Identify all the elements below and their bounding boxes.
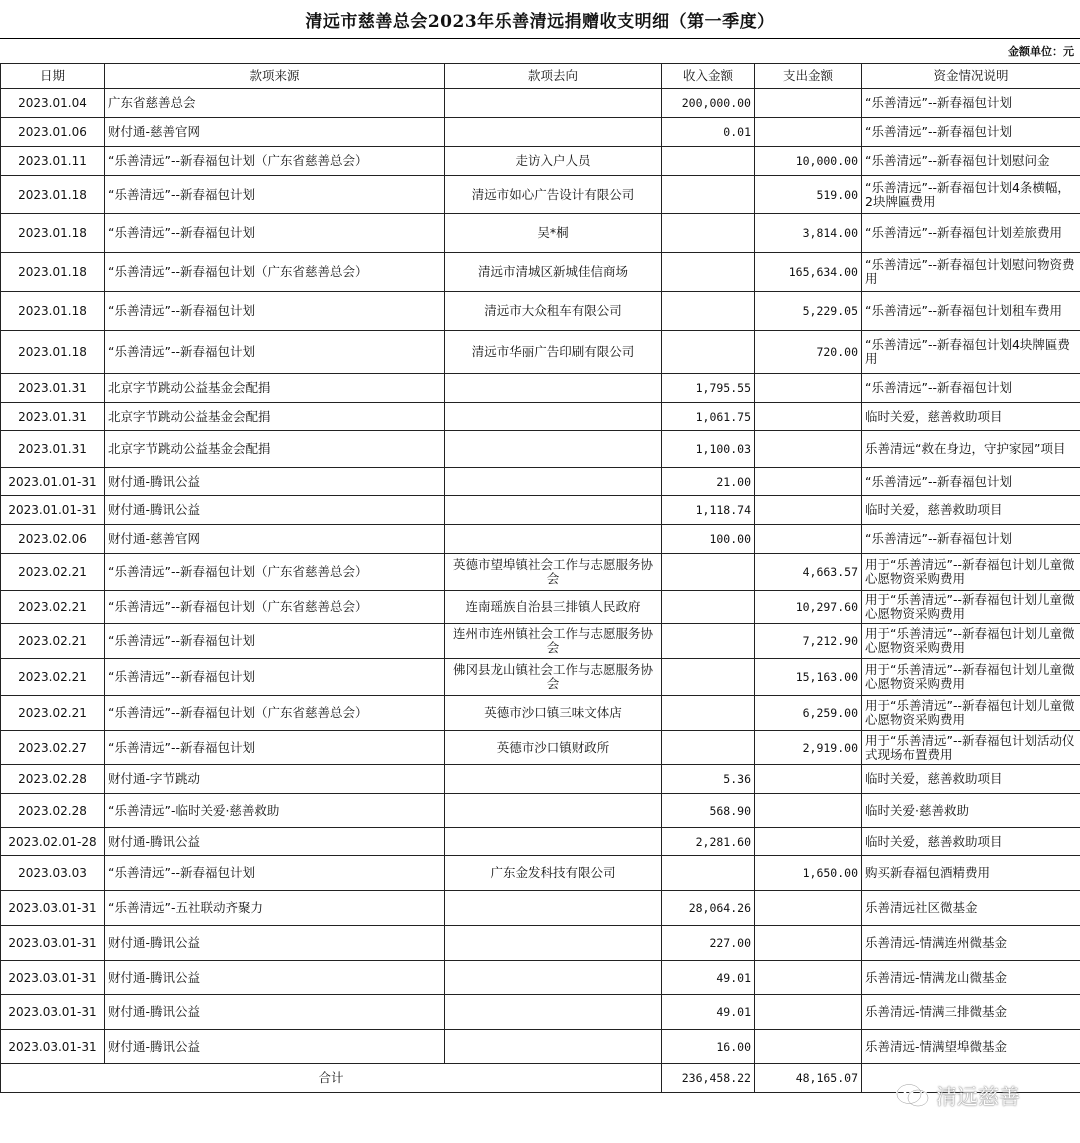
cell-note: “乐善清远”--新春福包计划慰问物资费用	[862, 253, 1080, 292]
cell-note: 乐善清远-情满望埠微基金	[862, 1030, 1080, 1064]
cell-source: “乐善清远”--新春福包计划（广东省慈善总会）	[105, 554, 445, 591]
cell-note: “乐善清远”--新春福包计划4块牌匾费用	[862, 331, 1080, 374]
cell-date: 2023.02.28	[1, 765, 105, 794]
cell-source: “乐善清远”--新春福包计划（广东省慈善总会）	[105, 253, 445, 292]
cell-expense	[755, 995, 862, 1030]
cell-expense: 3,814.00	[755, 214, 862, 253]
table-row	[1, 696, 1080, 731]
cell-source: “乐善清远”--新春福包计划	[105, 331, 445, 374]
cell-destination	[445, 891, 662, 926]
cell-destination: 清远市华丽广告印刷有限公司	[445, 331, 662, 374]
cell-date: 2023.01.31	[1, 374, 105, 403]
table-row	[1, 1030, 1080, 1064]
table-row	[1, 554, 1080, 591]
cell-expense: 15,163.00	[755, 659, 862, 696]
cell-date: 2023.03.01-31	[1, 995, 105, 1030]
unit-label: 金额单位：元	[1008, 45, 1074, 58]
cell-expense: 5,229.05	[755, 292, 862, 331]
cell-expense: 2,919.00	[755, 731, 862, 765]
cell-income	[662, 214, 755, 253]
cell-note: 乐善清远“救在身边，守护家园”项目	[862, 431, 1080, 468]
cell-destination	[445, 118, 662, 147]
cell-note: “乐善清远”--新春福包计划	[862, 525, 1080, 554]
col-header-expense: 支出金额	[755, 64, 862, 89]
cell-note: 乐善清远-情满龙山微基金	[862, 961, 1080, 995]
cell-date: 2023.02.01-28	[1, 828, 105, 856]
table-row	[1, 403, 1080, 431]
cell-note: “乐善清远”--新春福包计划租车费用	[862, 292, 1080, 331]
table-row	[1, 856, 1080, 891]
cell-income: 49.01	[662, 995, 755, 1030]
cell-note: 用于“乐善清远”--新春福包计划儿童微心愿物资采购费用	[862, 659, 1080, 696]
cell-note: 用于“乐善清远”--新春福包计划活动仪式现场布置费用	[862, 731, 1080, 765]
cell-source: 财付通-腾讯公益	[105, 828, 445, 856]
cell-income: 1,061.75	[662, 403, 755, 431]
cell-source: 北京字节跳动公益基金会配捐	[105, 403, 445, 431]
cell-income: 16.00	[662, 1030, 755, 1064]
cell-note: 临时关爱，慈善救助项目	[862, 765, 1080, 794]
cell-income	[662, 856, 755, 891]
cell-income: 227.00	[662, 926, 755, 961]
cell-date: 2023.01.18	[1, 214, 105, 253]
table-row	[1, 496, 1080, 525]
ledger-table	[0, 63, 1080, 1093]
cell-source: “乐善清远”--新春福包计划	[105, 214, 445, 253]
cell-destination: 英德市沙口镇三味文体店	[445, 696, 662, 731]
cell-source: “乐善清远”--新春福包计划	[105, 292, 445, 331]
cell-date: 2023.03.01-31	[1, 926, 105, 961]
cell-date: 2023.01.18	[1, 253, 105, 292]
cell-source: 财付通-腾讯公益	[105, 496, 445, 525]
cell-date: 2023.02.27	[1, 731, 105, 765]
table-row	[1, 926, 1080, 961]
cell-date: 2023.01.04	[1, 89, 105, 118]
cell-date: 2023.03.03	[1, 856, 105, 891]
cell-note: “乐善清远”--新春福包计划4条横幅，2块牌匾费用	[862, 176, 1080, 214]
cell-note: “乐善清远”--新春福包计划	[862, 374, 1080, 403]
table-row	[1, 731, 1080, 765]
cell-expense: 7,212.90	[755, 624, 862, 659]
cell-source: “乐善清远”--新春福包计划	[105, 659, 445, 696]
table-row	[1, 292, 1080, 331]
cell-expense	[755, 961, 862, 995]
cell-income	[662, 253, 755, 292]
cell-destination	[445, 765, 662, 794]
cell-note: 临时关爱，慈善救助项目	[862, 496, 1080, 525]
cell-source: 财付通-腾讯公益	[105, 926, 445, 961]
cell-income	[662, 659, 755, 696]
cell-destination	[445, 926, 662, 961]
cell-date: 2023.01.01-31	[1, 496, 105, 525]
table-row	[1, 591, 1080, 624]
cell-expense	[755, 794, 862, 828]
cell-source: “乐善清远”--新春福包计划（广东省慈善总会）	[105, 147, 445, 176]
table-row	[1, 961, 1080, 995]
cell-expense: 10,297.60	[755, 591, 862, 624]
cell-income	[662, 554, 755, 591]
cell-destination	[445, 374, 662, 403]
cell-income	[662, 696, 755, 731]
cell-expense	[755, 891, 862, 926]
cell-source: “乐善清远”--新春福包计划（广东省慈善总会）	[105, 591, 445, 624]
cell-note: 用于“乐善清远”--新春福包计划儿童微心愿物资采购费用	[862, 591, 1080, 624]
cell-date: 2023.01.18	[1, 331, 105, 374]
cell-destination: 吴*桐	[445, 214, 662, 253]
table-row	[1, 891, 1080, 926]
table-row	[1, 214, 1080, 253]
cell-date: 2023.02.21	[1, 624, 105, 659]
col-header-note: 资金情况说明	[862, 64, 1080, 89]
cell-source: “乐善清远”--新春福包计划	[105, 176, 445, 214]
cell-source: 财付通-字节跳动	[105, 765, 445, 794]
table-row	[1, 828, 1080, 856]
cell-destination: 走访入户人员	[445, 147, 662, 176]
cell-note: 临时关爱，慈善救助项目	[862, 403, 1080, 431]
cell-destination: 英德市沙口镇财政所	[445, 731, 662, 765]
cell-date: 2023.02.21	[1, 591, 105, 624]
cell-note: 临时关爱，慈善救助项目	[862, 828, 1080, 856]
cell-source: 财付通-腾讯公益	[105, 961, 445, 995]
cell-expense	[755, 926, 862, 961]
table-row	[1, 468, 1080, 496]
cell-source: 财付通-腾讯公益	[105, 995, 445, 1030]
cell-note: 用于“乐善清远”--新春福包计划儿童微心愿物资采购费用	[862, 624, 1080, 659]
cell-income	[662, 292, 755, 331]
table-body	[1, 89, 1080, 1064]
cell-date: 2023.01.31	[1, 403, 105, 431]
col-header-income: 收入金额	[662, 64, 755, 89]
cell-note: “乐善清远”--新春福包计划差旅费用	[862, 214, 1080, 253]
table-row	[1, 176, 1080, 214]
cell-source: 财付通-慈善官网	[105, 525, 445, 554]
cell-source: 财付通-慈善官网	[105, 118, 445, 147]
cell-source: “乐善清远”--新春福包计划	[105, 624, 445, 659]
cell-date: 2023.02.21	[1, 659, 105, 696]
total-label: 合计	[1, 1064, 662, 1093]
cell-source: 北京字节跳动公益基金会配捐	[105, 431, 445, 468]
cell-expense	[755, 89, 862, 118]
cell-destination	[445, 828, 662, 856]
cell-note: 购买新春福包酒精费用	[862, 856, 1080, 891]
cell-expense: 519.00	[755, 176, 862, 214]
col-header-source: 款项来源	[105, 64, 445, 89]
cell-income	[662, 331, 755, 374]
cell-note: 临时关爱·慈善救助	[862, 794, 1080, 828]
cell-destination: 佛冈县龙山镇社会工作与志愿服务协会	[445, 659, 662, 696]
cell-date: 2023.01.11	[1, 147, 105, 176]
cell-expense	[755, 431, 862, 468]
cell-expense	[755, 374, 862, 403]
cell-income	[662, 176, 755, 214]
cell-date: 2023.02.21	[1, 554, 105, 591]
cell-destination	[445, 1030, 662, 1064]
cell-destination	[445, 794, 662, 828]
cell-date: 2023.01.01-31	[1, 468, 105, 496]
table-row	[1, 89, 1080, 118]
cell-date: 2023.01.18	[1, 292, 105, 331]
cell-destination: 清远市清城区新城佳信商场	[445, 253, 662, 292]
cell-date: 2023.01.18	[1, 176, 105, 214]
cell-destination	[445, 468, 662, 496]
cell-expense	[755, 765, 862, 794]
table-row	[1, 624, 1080, 659]
cell-source: “乐善清远”-临时关爱·慈善救助	[105, 794, 445, 828]
table-row	[1, 431, 1080, 468]
cell-source: 财付通-腾讯公益	[105, 468, 445, 496]
cell-destination: 英德市望埠镇社会工作与志愿服务协会	[445, 554, 662, 591]
cell-income: 0.01	[662, 118, 755, 147]
cell-destination	[445, 496, 662, 525]
table-row	[1, 995, 1080, 1030]
cell-income: 28,064.26	[662, 891, 755, 926]
cell-expense: 165,634.00	[755, 253, 862, 292]
cell-income: 49.01	[662, 961, 755, 995]
cell-date: 2023.01.06	[1, 118, 105, 147]
cell-note: 用于“乐善清远”--新春福包计划儿童微心愿物资采购费用	[862, 554, 1080, 591]
cell-income	[662, 731, 755, 765]
watermark-text: 清远慈善	[936, 1085, 1020, 1109]
cell-expense: 1,650.00	[755, 856, 862, 891]
cell-income: 2,281.60	[662, 828, 755, 856]
cell-source: “乐善清远”--新春福包计划（广东省慈善总会）	[105, 696, 445, 731]
table-row	[1, 794, 1080, 828]
cell-note: 乐善清远-情满连州微基金	[862, 926, 1080, 961]
cell-income: 1,100.03	[662, 431, 755, 468]
cell-destination	[445, 89, 662, 118]
table-row	[1, 374, 1080, 403]
cell-expense: 720.00	[755, 331, 862, 374]
cell-source: 北京字节跳动公益基金会配捐	[105, 374, 445, 403]
cell-date: 2023.01.31	[1, 431, 105, 468]
cell-date: 2023.03.01-31	[1, 891, 105, 926]
total-income: 236,458.22	[662, 1064, 755, 1093]
table-row	[1, 525, 1080, 554]
wechat-icon	[896, 1083, 930, 1109]
cell-destination: 广东金发科技有限公司	[445, 856, 662, 891]
cell-note: “乐善清远”--新春福包计划慰问金	[862, 147, 1080, 176]
header-row	[1, 64, 1080, 89]
cell-expense	[755, 118, 862, 147]
table-row	[1, 331, 1080, 374]
cell-income: 100.00	[662, 525, 755, 554]
cell-note: “乐善清远”--新春福包计划	[862, 89, 1080, 118]
cell-source: “乐善清远”--新春福包计划	[105, 731, 445, 765]
cell-destination: 连州市连州镇社会工作与志愿服务协会	[445, 624, 662, 659]
cell-date: 2023.03.01-31	[1, 961, 105, 995]
cell-destination: 清远市大众租车有限公司	[445, 292, 662, 331]
cell-expense: 6,259.00	[755, 696, 862, 731]
cell-destination: 清远市如心广告设计有限公司	[445, 176, 662, 214]
cell-date: 2023.03.01-31	[1, 1030, 105, 1064]
cell-destination: 连南瑶族自治县三排镇人民政府	[445, 591, 662, 624]
cell-expense	[755, 468, 862, 496]
cell-expense	[755, 403, 862, 431]
cell-destination	[445, 403, 662, 431]
cell-income	[662, 624, 755, 659]
cell-destination	[445, 525, 662, 554]
cell-expense	[755, 525, 862, 554]
cell-income: 200,000.00	[662, 89, 755, 118]
cell-expense: 10,000.00	[755, 147, 862, 176]
cell-note: “乐善清远”--新春福包计划	[862, 118, 1080, 147]
cell-expense	[755, 1030, 862, 1064]
cell-expense: 4,663.57	[755, 554, 862, 591]
total-expense: 48,165.07	[755, 1064, 862, 1093]
cell-expense	[755, 828, 862, 856]
cell-date: 2023.02.28	[1, 794, 105, 828]
cell-date: 2023.02.06	[1, 525, 105, 554]
cell-destination	[445, 431, 662, 468]
cell-income	[662, 147, 755, 176]
cell-income: 1,795.55	[662, 374, 755, 403]
cell-source: 广东省慈善总会	[105, 89, 445, 118]
cell-note: 用于“乐善清远”--新春福包计划儿童微心愿物资采购费用	[862, 696, 1080, 731]
cell-destination	[445, 995, 662, 1030]
cell-source: “乐善清远”--新春福包计划	[105, 856, 445, 891]
cell-expense	[755, 496, 862, 525]
cell-income: 568.90	[662, 794, 755, 828]
watermark	[896, 1081, 1020, 1111]
col-header-date: 日期	[1, 64, 105, 89]
cell-note: “乐善清远”--新春福包计划	[862, 468, 1080, 496]
page-title: 清远市慈善总会2023年乐善清远捐赠收支明细（第一季度）	[0, 0, 1080, 39]
cell-income	[662, 591, 755, 624]
cell-income: 5.36	[662, 765, 755, 794]
cell-date: 2023.02.21	[1, 696, 105, 731]
cell-destination	[445, 961, 662, 995]
col-header-destination: 款项去向	[445, 64, 662, 89]
table-row	[1, 765, 1080, 794]
table-row	[1, 253, 1080, 292]
cell-source: “乐善清远”-五社联动齐聚力	[105, 891, 445, 926]
table-row	[1, 147, 1080, 176]
cell-note: 乐善清远社区微基金	[862, 891, 1080, 926]
cell-source: 财付通-腾讯公益	[105, 1030, 445, 1064]
table-row	[1, 118, 1080, 147]
table-row	[1, 659, 1080, 696]
cell-note: 乐善清远-情满三排微基金	[862, 995, 1080, 1030]
cell-income: 1,118.74	[662, 496, 755, 525]
cell-income: 21.00	[662, 468, 755, 496]
